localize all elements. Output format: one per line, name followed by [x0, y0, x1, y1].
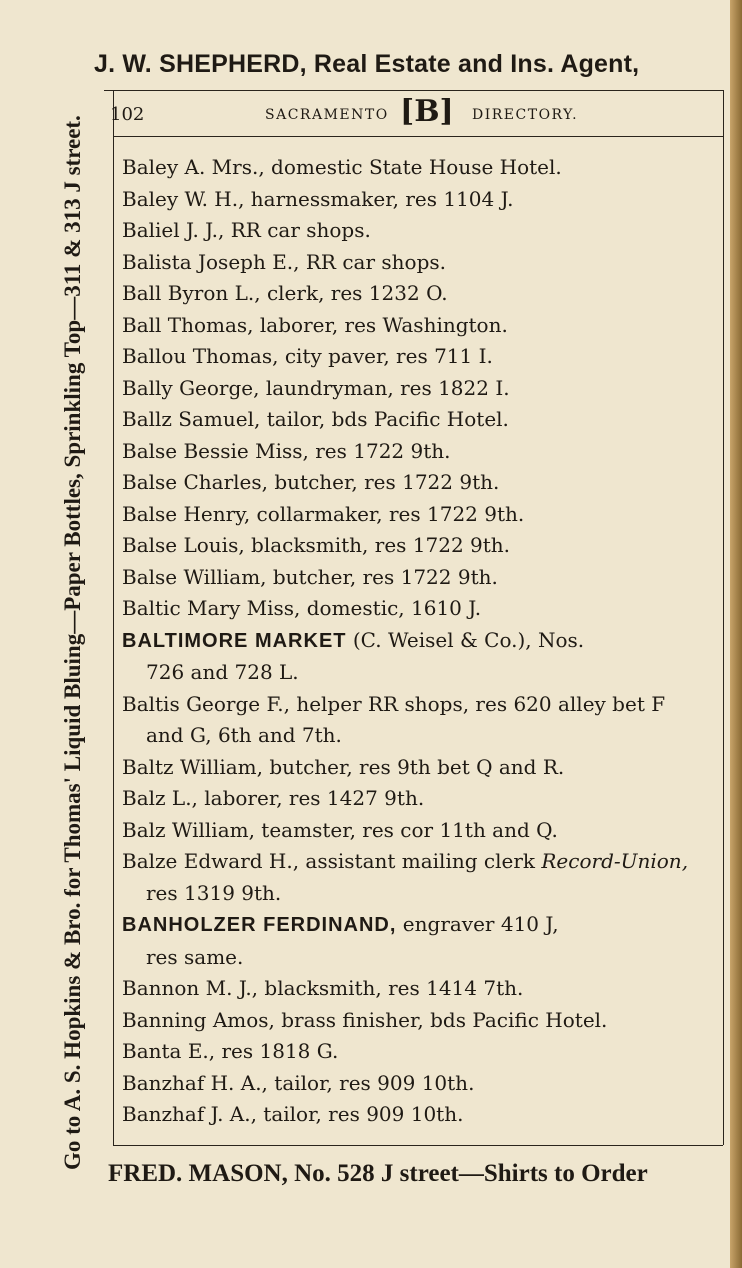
- entry-text: Balze Edward H., assistant mailing clerk: [122, 849, 542, 873]
- page-number: 102: [110, 104, 145, 125]
- directory-entry: [122, 373, 722, 405]
- directory-entry: [122, 909, 722, 973]
- frame-right-rule: [723, 90, 724, 1145]
- entry-text: Balista Joseph E., RR car shops.: [122, 249, 446, 274]
- directory-entry: [122, 783, 722, 815]
- entry-text: Banta E., res 1818 G.: [122, 1039, 339, 1063]
- entry-text: Banzhaf H. A., tailor, res 909 10th.: [122, 1070, 475, 1095]
- entry-business-name: BALTIMORE MARKET: [122, 629, 347, 652]
- directory-entry: [122, 625, 722, 689]
- entry-text: Balz William, teamster, res cor 11th and Q.: [122, 817, 558, 842]
- directory-entry: [122, 184, 722, 216]
- entry-continuation: res 1319 9th.: [146, 880, 282, 905]
- entry-text: Baltz William, butcher, res 9th bet Q and R.: [122, 754, 565, 779]
- section-letter: [B]: [400, 94, 454, 129]
- entry-text: Bannon M. J., blacksmith, res 1414 7th.: [122, 976, 524, 1000]
- entry-text: Banning Amos, brass finisher, bds Pacific Hotel.: [122, 1007, 608, 1032]
- side-advertisement: Go to A. S. Hopkins & Bro. for Thomas' Liquid Bluing—Paper Bottles, Sprinkling Top—311 & 313 J street.: [60, 115, 85, 1170]
- directory-entry: [122, 499, 722, 531]
- entry-text: Ballou Thomas, city paver, res 711 I.: [122, 344, 493, 368]
- entry-text: engraver 410 J,: [396, 912, 559, 936]
- entry-continuation: res same.: [146, 944, 244, 969]
- entry-text: Balz L., laborer, res 1427 9th.: [122, 786, 425, 810]
- directory-entry: [122, 341, 722, 373]
- directory-entries: [122, 152, 722, 1131]
- directory-entry: [122, 152, 722, 184]
- entry-text: Balse Bessie Miss, res 1722 9th.: [122, 438, 451, 463]
- entry-text: Balse Henry, collarmaker, res 1722 9th.: [122, 501, 525, 526]
- directory-entry: [122, 1099, 722, 1131]
- entry-text: Baltic Mary Miss, domestic, 1610 J.: [122, 596, 482, 620]
- directory-entry: [122, 562, 722, 594]
- directory-label: DIRECTORY.: [472, 107, 579, 123]
- frame-left-rule: [113, 90, 114, 1145]
- frame-bottom-rule: [113, 1145, 723, 1146]
- entry-text: Ball Byron L., clerk, res 1232 O.: [122, 281, 448, 305]
- entry-continuation: and G, 6th and 7th.: [146, 723, 342, 747]
- directory-entry: [122, 215, 722, 247]
- entry-text: (C. Weisel & Co.), Nos.: [346, 627, 585, 652]
- directory-entry: [122, 593, 722, 625]
- directory-entry: [122, 467, 722, 499]
- entry-text: Baliel J. J., RR car shops.: [122, 218, 371, 242]
- entry-text: Baltis George F., helper RR shops, res 620 alley bet F: [122, 691, 666, 716]
- entry-text: Ball Thomas, laborer, res Washington.: [122, 312, 508, 337]
- entry-text: Baley A. Mrs., domestic State House Hotel.: [122, 155, 562, 179]
- entry-continuation: 726 and 728 L.: [146, 660, 299, 684]
- entry-text: Bally George, laundryman, res 1822 I.: [122, 375, 510, 400]
- entry-text: Balse Louis, blacksmith, res 1722 9th.: [122, 533, 511, 557]
- entry-text: Baley W. H., harnessmaker, res 1104 J.: [122, 186, 514, 211]
- directory-entry: [122, 846, 722, 909]
- entry-text: Balse Charles, butcher, res 1722 9th.: [122, 470, 500, 494]
- directory-entry: [122, 404, 722, 436]
- entry-text: Balse William, butcher, res 1722 9th.: [122, 564, 498, 589]
- directory-entry: [122, 278, 722, 310]
- city-name: SACRAMENTO: [265, 107, 389, 123]
- top-advertisement: J. W. SHEPHERD, Real Estate and Ins. Agent,: [94, 50, 640, 78]
- directory-entry: [122, 1036, 722, 1068]
- directory-entry: [122, 247, 722, 279]
- directory-entry: [122, 973, 722, 1005]
- bottom-advertisement: FRED. MASON, No. 528 J street—Shirts to Order: [108, 1160, 648, 1187]
- directory-entry: [122, 689, 722, 752]
- entry-text: Ballz Samuel, tailor, bds Pacific Hotel.: [122, 407, 509, 431]
- frame-top-rule: [104, 90, 724, 91]
- entry-italic-text: Record-Union,: [541, 849, 689, 873]
- running-head: [110, 94, 710, 130]
- directory-entry: [122, 530, 722, 562]
- directory-entry: [122, 815, 722, 847]
- directory-entry: [122, 436, 722, 468]
- directory-entry: [122, 310, 722, 342]
- entry-business-name: BANHOLZER FERDINAND,: [122, 914, 397, 936]
- directory-entry: [122, 1068, 722, 1100]
- entry-text: Banzhaf J. A., tailor, res 909 10th.: [122, 1102, 464, 1126]
- directory-entry: [122, 1005, 722, 1037]
- directory-entry: [122, 752, 722, 784]
- header-divider: [113, 136, 723, 137]
- book-spine: [730, 0, 742, 1268]
